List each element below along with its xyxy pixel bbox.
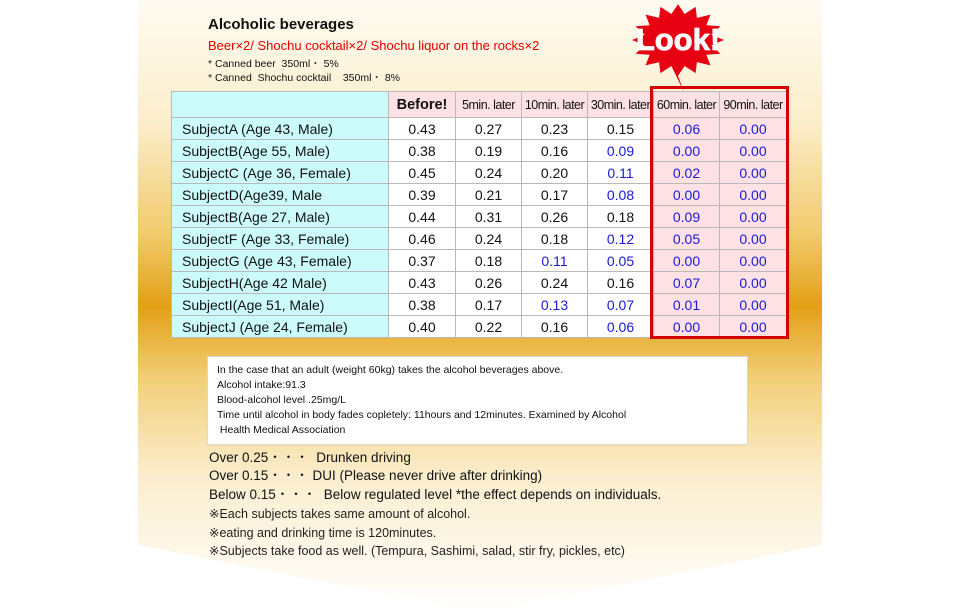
subject-cell: SubjectF (Age 33, Female) bbox=[172, 228, 389, 250]
value-cell: 0.00 bbox=[720, 184, 787, 206]
subject-cell: SubjectD(Age39, Male bbox=[172, 184, 389, 206]
value-cell: 0.05 bbox=[654, 228, 720, 250]
value-cell: 0.27 bbox=[456, 118, 522, 140]
level-line: Over 0.25・・・ Drunken driving bbox=[209, 450, 411, 465]
value-cell: 0.46 bbox=[389, 228, 456, 250]
value-cell: 0.13 bbox=[522, 294, 588, 316]
drinks-line: Beer×2/ Shochu cocktail×2/ Shochu liquor on the rocks×2 bbox=[208, 38, 540, 53]
value-cell: 0.00 bbox=[720, 140, 787, 162]
value-cell: 0.22 bbox=[456, 316, 522, 338]
value-cell: 0.37 bbox=[389, 250, 456, 272]
value-cell: 0.43 bbox=[389, 272, 456, 294]
value-cell: 0.01 bbox=[654, 294, 720, 316]
value-cell: 0.19 bbox=[456, 140, 522, 162]
value-cell: 0.00 bbox=[720, 118, 787, 140]
value-cell: 0.07 bbox=[654, 272, 720, 294]
subject-cell: SubjectA (Age 43, Male) bbox=[172, 118, 389, 140]
alcohol-level-table bbox=[171, 91, 787, 338]
table-row bbox=[172, 316, 787, 338]
info-line: Health Medical Association bbox=[217, 424, 346, 436]
value-cell: 0.11 bbox=[522, 250, 588, 272]
info-line: In the case that an adult (weight 60kg) takes the alcohol beverages above. bbox=[217, 364, 564, 376]
look-callout-text: Look! bbox=[635, 22, 721, 57]
value-cell: 0.00 bbox=[720, 162, 787, 184]
value-cell: 0.23 bbox=[522, 118, 588, 140]
value-cell: 0.09 bbox=[588, 140, 654, 162]
value-cell: 0.31 bbox=[456, 206, 522, 228]
info-line: Time until alcohol in body fades copletely: 11hours and 12minutes. Examined by Alcohol bbox=[217, 409, 627, 421]
table-row bbox=[172, 206, 787, 228]
value-cell: 0.09 bbox=[654, 206, 720, 228]
value-cell: 0.06 bbox=[588, 316, 654, 338]
subject-cell: SubjectH(Age 42 Male) bbox=[172, 272, 389, 294]
col-header: 90min. later bbox=[720, 92, 787, 118]
value-cell: 0.24 bbox=[456, 228, 522, 250]
page-title: Alcoholic beverages bbox=[208, 16, 354, 33]
value-cell: 0.02 bbox=[654, 162, 720, 184]
value-cell: 0.00 bbox=[720, 228, 787, 250]
value-cell: 0.24 bbox=[456, 162, 522, 184]
subject-cell: SubjectJ (Age 24, Female) bbox=[172, 316, 389, 338]
value-cell: 0.24 bbox=[522, 272, 588, 294]
footnote: ※eating and drinking time is 120minutes. bbox=[209, 526, 437, 540]
value-cell: 0.00 bbox=[720, 294, 787, 316]
value-cell: 0.00 bbox=[654, 140, 720, 162]
value-cell: 0.00 bbox=[720, 316, 787, 338]
col-header: 5min. later bbox=[456, 92, 522, 118]
note-shochu: * Canned Shochu cocktail 350ml・ 8% bbox=[208, 72, 401, 84]
value-cell: 0.07 bbox=[588, 294, 654, 316]
value-cell: 0.16 bbox=[522, 316, 588, 338]
table-row bbox=[172, 250, 787, 272]
value-cell: 0.39 bbox=[389, 184, 456, 206]
value-cell: 0.20 bbox=[522, 162, 588, 184]
value-cell: 0.18 bbox=[456, 250, 522, 272]
info-box bbox=[207, 356, 748, 445]
value-cell: 0.16 bbox=[588, 272, 654, 294]
value-cell: 0.44 bbox=[389, 206, 456, 228]
table-row bbox=[172, 294, 787, 316]
value-cell: 0.17 bbox=[456, 294, 522, 316]
value-cell: 0.15 bbox=[588, 118, 654, 140]
corner-cell bbox=[172, 92, 389, 118]
value-cell: 0.45 bbox=[389, 162, 456, 184]
col-header: 10min. later bbox=[522, 92, 588, 118]
value-cell: 0.43 bbox=[389, 118, 456, 140]
value-cell: 0.00 bbox=[654, 184, 720, 206]
note-beer: * Canned beer 350ml・ 5% bbox=[208, 58, 339, 70]
value-cell: 0.00 bbox=[654, 250, 720, 272]
value-cell: 0.17 bbox=[522, 184, 588, 206]
value-cell: 0.08 bbox=[588, 184, 654, 206]
col-header: 60min. later bbox=[654, 92, 720, 118]
value-cell: 0.26 bbox=[522, 206, 588, 228]
table-row bbox=[172, 184, 787, 206]
subject-cell: SubjectC (Age 36, Female) bbox=[172, 162, 389, 184]
value-cell: 0.00 bbox=[654, 316, 720, 338]
footnote: ※Subjects take food as well. (Tempura, Sashimi, salad, stir fry, pickles, etc) bbox=[209, 544, 625, 558]
value-cell: 0.38 bbox=[389, 140, 456, 162]
value-cell: 0.40 bbox=[389, 316, 456, 338]
value-cell: 0.00 bbox=[720, 250, 787, 272]
table-row bbox=[172, 272, 787, 294]
value-cell: 0.18 bbox=[522, 228, 588, 250]
value-cell: 0.12 bbox=[588, 228, 654, 250]
value-cell: 0.06 bbox=[654, 118, 720, 140]
subject-cell: SubjectB(Age 55, Male) bbox=[172, 140, 389, 162]
subject-cell: SubjectG (Age 43, Female) bbox=[172, 250, 389, 272]
value-cell: 0.26 bbox=[456, 272, 522, 294]
subject-cell: SubjectB(Age 27, Male) bbox=[172, 206, 389, 228]
info-line: Blood-alcohol level .25mg/L bbox=[217, 394, 346, 406]
look-burst-icon bbox=[618, 0, 738, 100]
subject-cell: SubjectI(Age 51, Male) bbox=[172, 294, 389, 316]
value-cell: 0.16 bbox=[522, 140, 588, 162]
value-cell: 0.11 bbox=[588, 162, 654, 184]
value-cell: 0.18 bbox=[588, 206, 654, 228]
value-cell: 0.00 bbox=[720, 272, 787, 294]
value-cell: 0.38 bbox=[389, 294, 456, 316]
col-header: Before! bbox=[389, 92, 456, 118]
value-cell: 0.21 bbox=[456, 184, 522, 206]
table-row bbox=[172, 140, 787, 162]
value-cell: 0.00 bbox=[720, 206, 787, 228]
footnote: ※Each subjects takes same amount of alcohol. bbox=[209, 507, 471, 521]
col-header: 30min. later bbox=[588, 92, 654, 118]
table-row bbox=[172, 228, 787, 250]
table-row bbox=[172, 118, 787, 140]
table-row bbox=[172, 162, 787, 184]
value-cell: 0.05 bbox=[588, 250, 654, 272]
info-line: Alcohol intake:91.3 bbox=[217, 379, 306, 391]
level-line: Over 0.15・・・ DUI (Please never drive after drinking) bbox=[209, 468, 543, 483]
level-line: Below 0.15・・・ Below regulated level *the effect depends on individuals. bbox=[209, 487, 662, 502]
